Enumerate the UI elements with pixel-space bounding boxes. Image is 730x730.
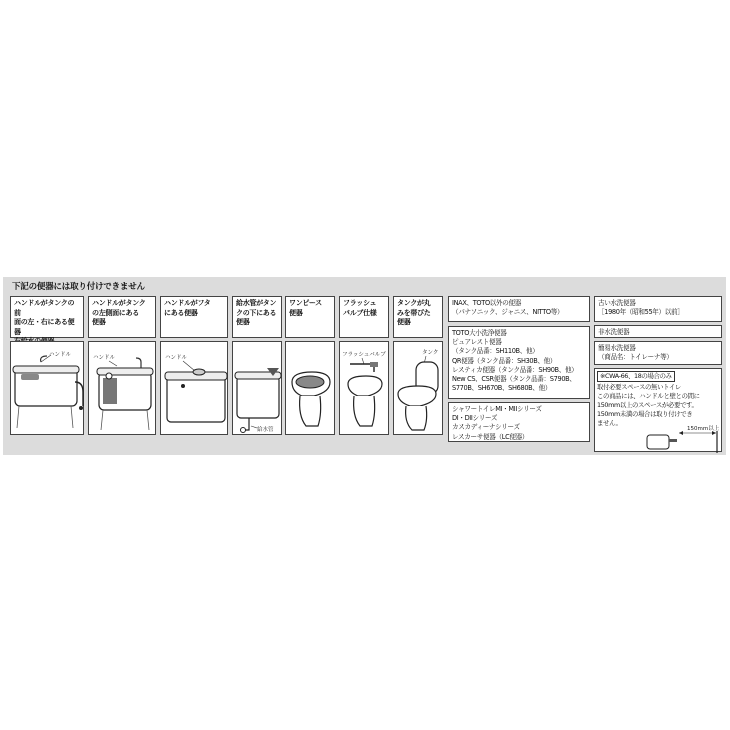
note-body: 取付必要スペースの無いトイレ この商品には、ハンドルと壁との間に 150mm以上のスペースが必要です。 150mm未満の場合は取り付けでき ません。 xyxy=(597,383,700,427)
inax-toto-box: INAX、TOTO以外の便器 （パナソニック、ジャニス、NITTO等） xyxy=(448,296,590,322)
col5-label-box xyxy=(285,296,335,338)
col4-image xyxy=(232,341,282,435)
col4-label: 給水管がタン クの下にある 便器 xyxy=(236,299,277,326)
col2-image xyxy=(88,341,156,435)
incompatible-toilets-panel xyxy=(3,277,726,455)
panel-title: 下記の便器には取り付けできません xyxy=(12,282,145,292)
col2-label: ハンドルがタンク の左側面にある 便器 xyxy=(92,299,146,326)
shower-toilet-box: シャワートイレMI・MIIシリーズ DI・DIIシリーズ カスカディーナシリーズ レスカーサ便器（LC便器） xyxy=(448,402,590,442)
space-note-box xyxy=(594,368,722,452)
col1-label-box xyxy=(10,296,84,338)
col5-image xyxy=(285,341,335,435)
col7-label: タンクが丸 みを帯びた 便器 xyxy=(397,299,431,326)
toto-models-box: TOTO大小洗浄便器 ピュアレスト便器 （タンク品番：SH110B、他） QR便器（タンク品番：SH30B、他） レスティカ便器（タンク品番：SH90B、他） New CS、CSR便器（タンク品番：S790B、 S770B、SH670B、SH680B、他） xyxy=(448,326,590,399)
col2-callout: ハンドル xyxy=(93,355,116,361)
col5-label: ワンピース 便器 xyxy=(289,299,322,317)
dimension-label: 150mm以上 xyxy=(687,426,720,432)
old-flush-box: 古い水洗便器 ［1980年（昭和55年）以前］ xyxy=(594,296,722,322)
col7-image xyxy=(393,341,443,435)
col1-label: ハンドルがタンクの前 面の左・右にある便器 xyxy=(14,299,75,336)
col6-label-box xyxy=(339,296,389,338)
col6-callout: フラッシュバルブ xyxy=(342,352,386,358)
col7-callout: タンク xyxy=(422,350,439,356)
non-flush-box: 非水洗便器 xyxy=(594,325,722,338)
simple-flush-box: 簡易水洗便器 （商品名：トイレーナ等） xyxy=(594,341,722,365)
col1-image xyxy=(10,341,84,435)
note-header: ※CWA-66、18の場合のみ xyxy=(597,371,675,382)
col2-label-box xyxy=(88,296,156,338)
col6-label: フラッシュ バルブ仕様 xyxy=(343,299,377,317)
col3-label-box xyxy=(160,296,228,338)
col1-callout: ハンドル xyxy=(49,352,72,358)
col7-label-box xyxy=(393,296,443,338)
col3-callout: ハンドル xyxy=(165,355,188,361)
col4-callout: 給水管 xyxy=(257,427,274,433)
col3-label: ハンドルがフタ にある便器 xyxy=(164,299,211,317)
col3-image xyxy=(160,341,228,435)
col6-image xyxy=(339,341,389,435)
col4-label-box xyxy=(232,296,282,338)
